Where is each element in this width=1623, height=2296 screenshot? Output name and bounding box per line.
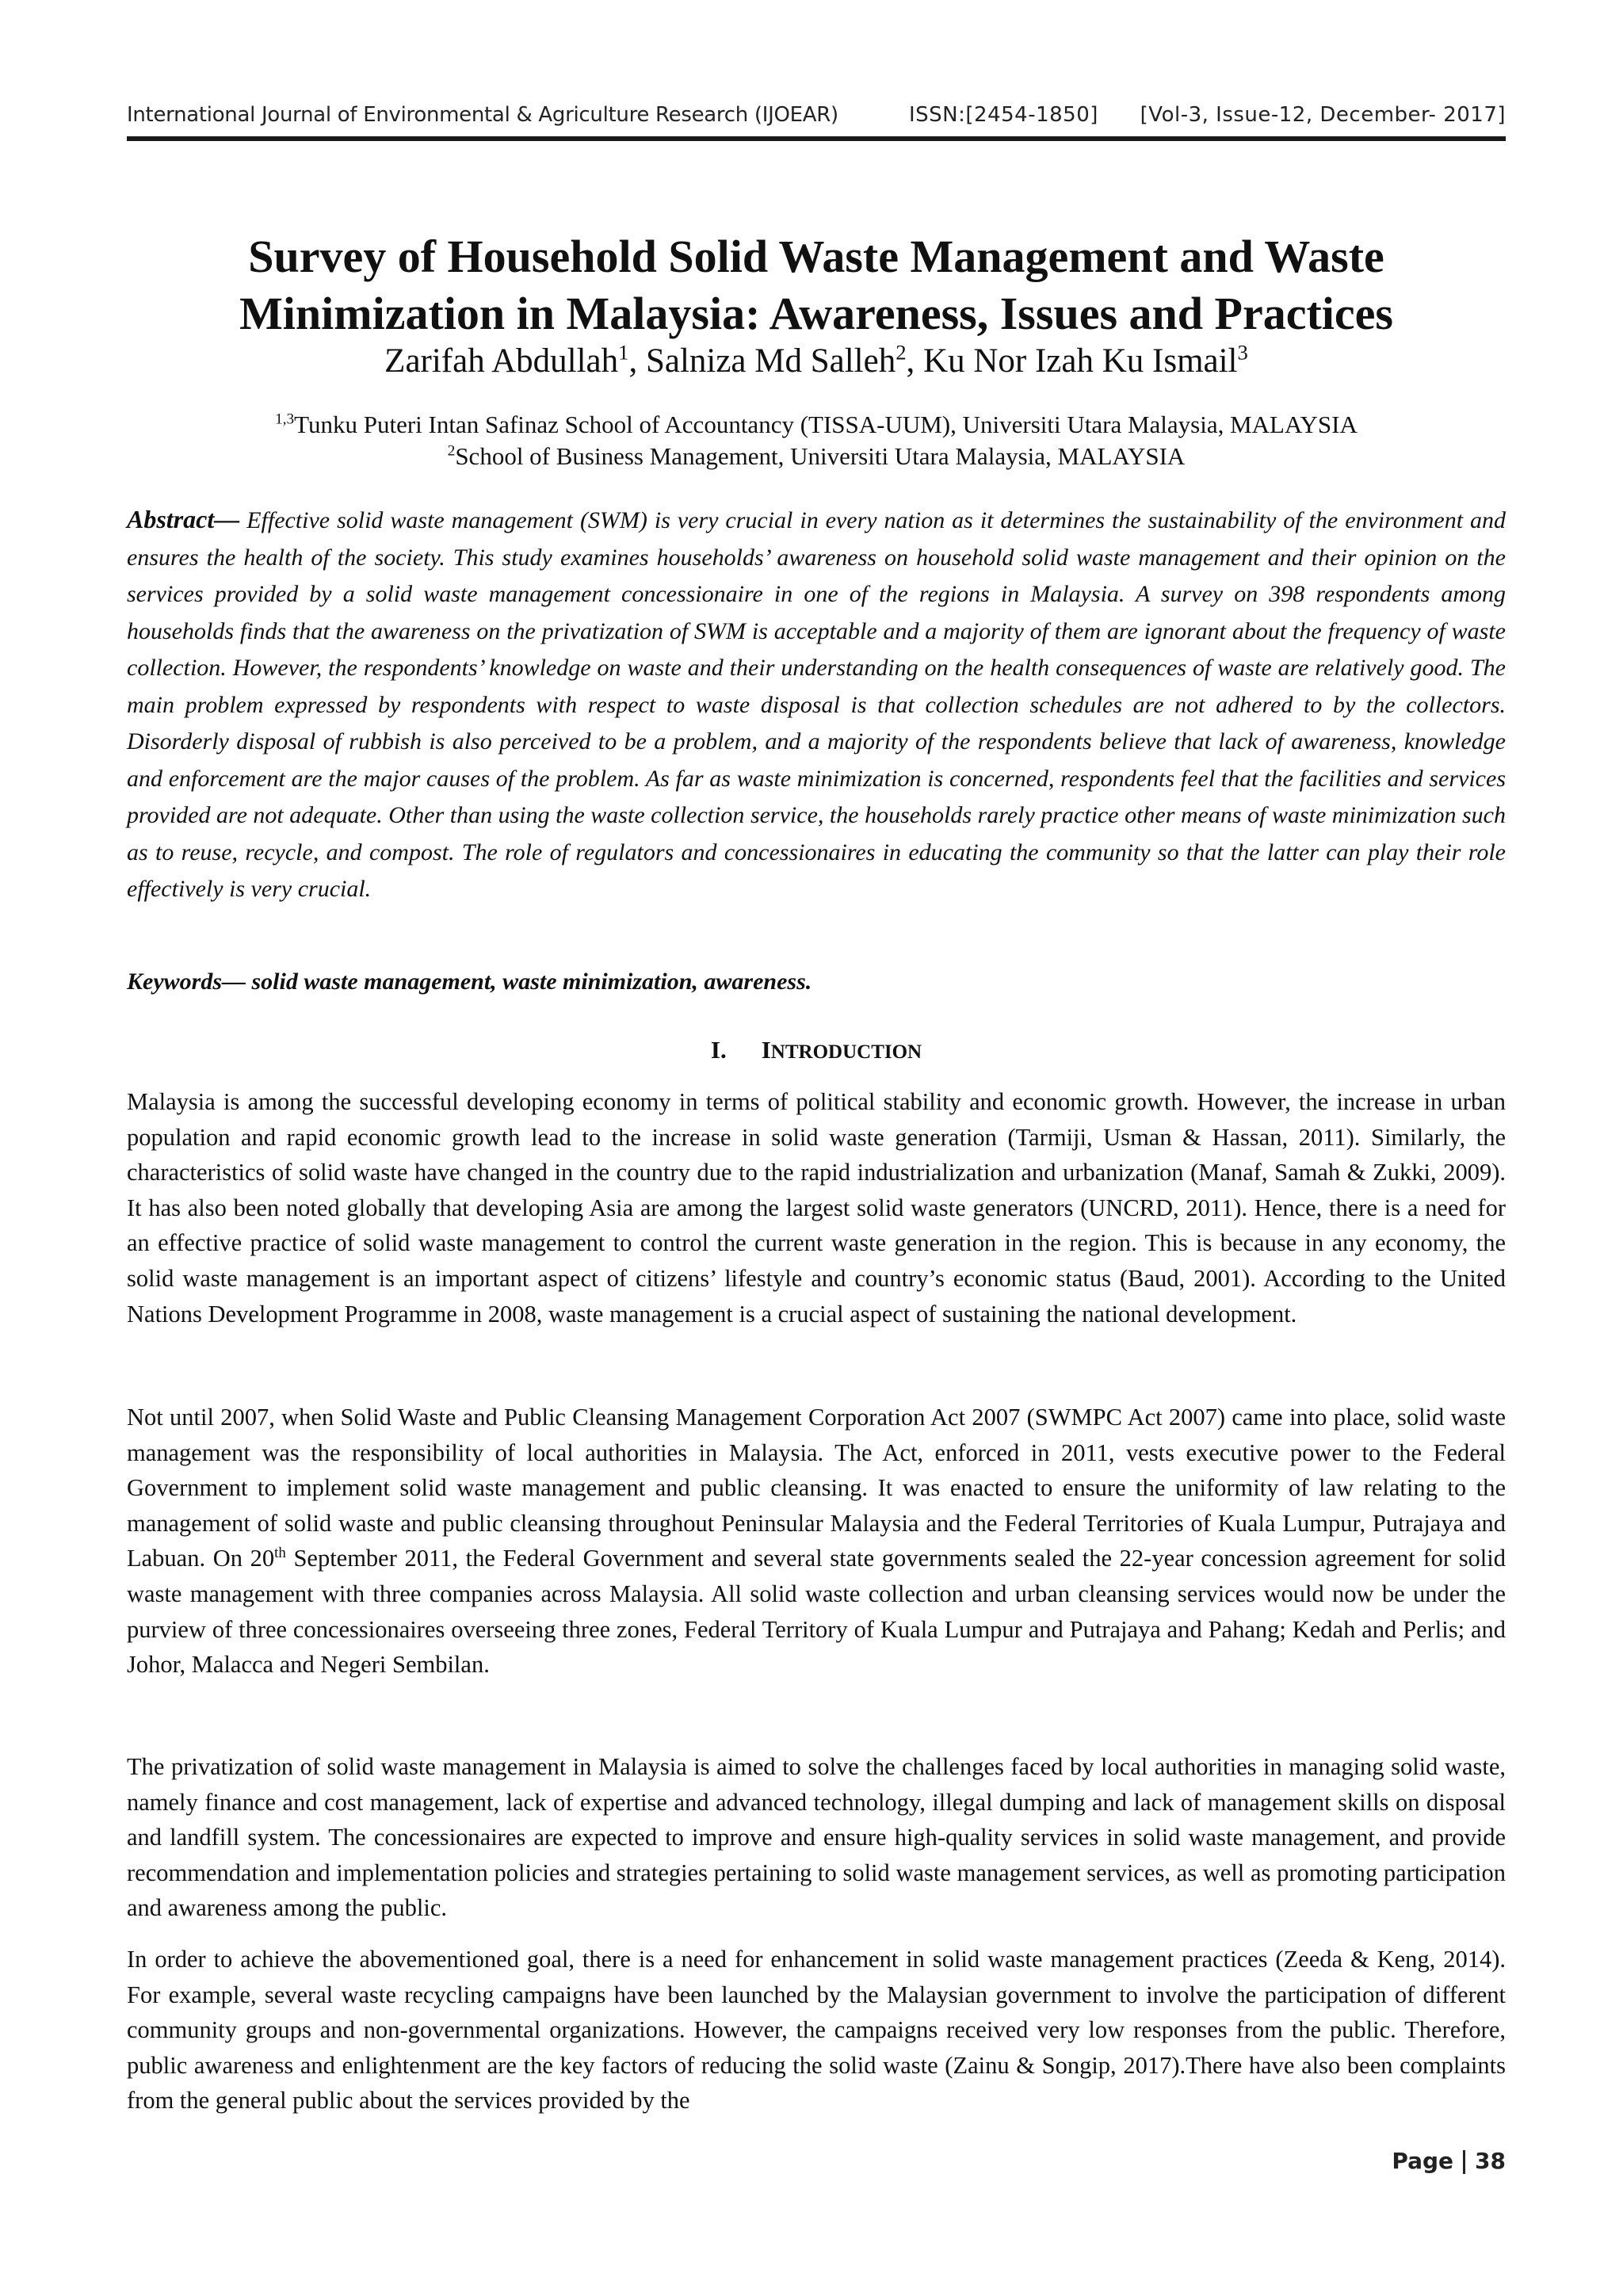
- keywords-label: Keywords—: [127, 968, 246, 995]
- body-paragraph: The privatization of solid waste management in Malaysia is aimed to solve the challenges faced by local authorities in managing solid waste, namely finance and cost management, lack of expertise and advanced technology, illegal dumping and lack of management skills on disposal and landfill system. The concessionaires are expected to improve and ensure high-quality services in solid waste management, and provide recommendation and implementation policies and strategies pertaining to solid waste management services, as well as promoting participation and awareness among the public.: [127, 1753, 1506, 1922]
- title-line-2: Minimization in Malaysia: Awareness, Issues and Practices: [239, 288, 1393, 339]
- affiliation-text: Tunku Puteri Intan Safinaz School of Accountancy (TISSA-UUM), Universiti Utara Malaysia, MALAYSIA: [294, 411, 1358, 438]
- header-rule: [127, 136, 1506, 141]
- body-paragraph: [127, 1400, 1506, 1683]
- paragraph-text: September 2011, the Federal Government and several state governments sealed the 22-year concession agreement for solid waste management with three companies across Malaysia. All solid waste collection and urban cleansing services would now be under the purview of three concessionaires overseeing three zones, Federal Territory of Kuala Lumpur and Putrajaya and Pahang; Kedah and Perlis; and Johor, Malacca and Negeri Sembilan.: [127, 1545, 1507, 1679]
- ordinal-superscript: th: [274, 1545, 286, 1562]
- author-list: [127, 339, 1506, 384]
- affiliation-superscript: 2: [447, 442, 456, 460]
- body-paragraph: Malaysia is among the successful developing economy in terms of political stability and economic growth. However, the increase in urban population and rapid economic growth lead to the increase in solid waste generation (Tarmiji, Usman & Hassan, 2011). Similarly, the characteristics of solid waste have changed in the country due to the rapid industrialization and urbanization (Manaf, Samah & Zukki, 2009). It has also been noted globally that developing Asia are among the largest solid waste generators (UNCRD, 2011). Hence, there is a need for an effective practice of solid waste management to control the current waste generation in the region. This is because in any economy, the solid waste management is an important aspect of citizens’ lifestyle and country’s economic status (Baud, 2001). According to the United Nations Development Programme in 2008, waste management is a crucial aspect of sustaining the national development.: [127, 1088, 1506, 1328]
- journal-name: International Journal of Environmental & Agriculture Research (IJOEAR): [127, 103, 838, 127]
- author-name: , Ku Nor Izah Ku Ismail: [906, 342, 1238, 380]
- keywords-text: solid waste management, waste minimization, awareness.: [246, 968, 812, 995]
- abstract: [127, 501, 1506, 908]
- abstract-label: Abstract—: [127, 505, 240, 533]
- paragraph-text: Not until 2007, when Solid Waste and Public Cleansing Management Corporation Act 2007 (SWMPC Act 2007) came into place, solid waste management was the responsibility of local authorities in Malaysia. The Act, enforced in 2011, vests executive power to the Federal Government to implement solid waste management and public cleansing. It was enacted to ensure the uniformity of law relating to the management of solid waste and public cleansing throughout Peninsular Malaysia and the Federal Territories of Kuala Lumpur, Putrajaya and Labuan. On 20: [127, 1404, 1506, 1572]
- author-superscript: 2: [896, 340, 907, 365]
- author-superscript: 1: [618, 340, 629, 365]
- section-number: I.: [710, 1036, 727, 1064]
- author-name: Zarifah Abdullah: [384, 342, 619, 380]
- affiliation-text: School of Business Management, Universiti Utara Malaysia, MALAYSIA: [455, 442, 1186, 470]
- paper-title: [127, 228, 1506, 342]
- page-separator: [1463, 2150, 1465, 2174]
- affiliation-2: [127, 441, 1506, 472]
- section-heading: [127, 1032, 1506, 1071]
- abstract-text: Effective solid waste management (SWM) is very crucial in every nation as it determines the sustainability of the environment and ensures the health of the society. This study examines households’ awareness on household solid waste management and their opinion on the services provided by a solid waste management concessionaire in one of the regions in Malaysia. A survey on 398 respondents among households finds that the awareness on the privatization of SWM is acceptable and a majority of them are ignorant about the frequency of waste collection. However, the respondents’ knowledge on waste and their understanding on the health consequences of waste are relatively good. The main problem expressed by respondents with respect to waste disposal is that collection schedules are not adhered to by the collectors. Disorderly disposal of rubbish is also perceived to be a problem, and a majority of the respondents believe that lack of awareness, knowledge and enforcement are the major causes of the problem. As far as waste minimization is concerned, respondents feel that the facilities and services provided are not adequate. Other than using the waste collection service, the households rarely practice other means of waste minimization such as to reuse, recycle, and compost. The role of regulators and concessionaires in educating the community so that the latter can play their role effectively is very crucial.: [127, 507, 1506, 902]
- keywords: [127, 964, 1506, 1000]
- page-label: Page: [1392, 2148, 1454, 2174]
- affiliation-1: [127, 409, 1506, 441]
- title-line-1: Survey of Household Solid Waste Management and Waste: [248, 231, 1384, 282]
- section-title-initial: I: [761, 1036, 771, 1064]
- issn: ISSN:[2454-1850]: [909, 103, 1098, 127]
- author-name: , Salniza Md Salleh: [628, 342, 896, 380]
- page-footer: [1300, 2148, 1506, 2187]
- affiliation-superscript: 1,3: [275, 411, 295, 428]
- section-title-rest: NTRODUCTION: [770, 1041, 922, 1063]
- running-header: [127, 97, 1506, 136]
- volume-issue: [Vol-3, Issue-12, December- 2017]: [1140, 103, 1506, 127]
- body-paragraph: In order to achieve the abovementioned goal, there is a need for enhancement in solid waste management practices (Zeeda & Keng, 2014). For example, several waste recycling campaigns have been launched by the Malaysian government to involve the participation of different community groups and non-governmental organizations. However, the campaigns received very low responses from the public. Therefore, public awareness and enlightenment are the key factors of reducing the solid waste (Zainu & Songip, 2017).There have also been complaints from the general public about the services provided by the: [127, 1946, 1506, 2115]
- author-superscript: 3: [1237, 340, 1248, 365]
- page-number: 38: [1475, 2148, 1506, 2174]
- affiliations: [127, 409, 1506, 472]
